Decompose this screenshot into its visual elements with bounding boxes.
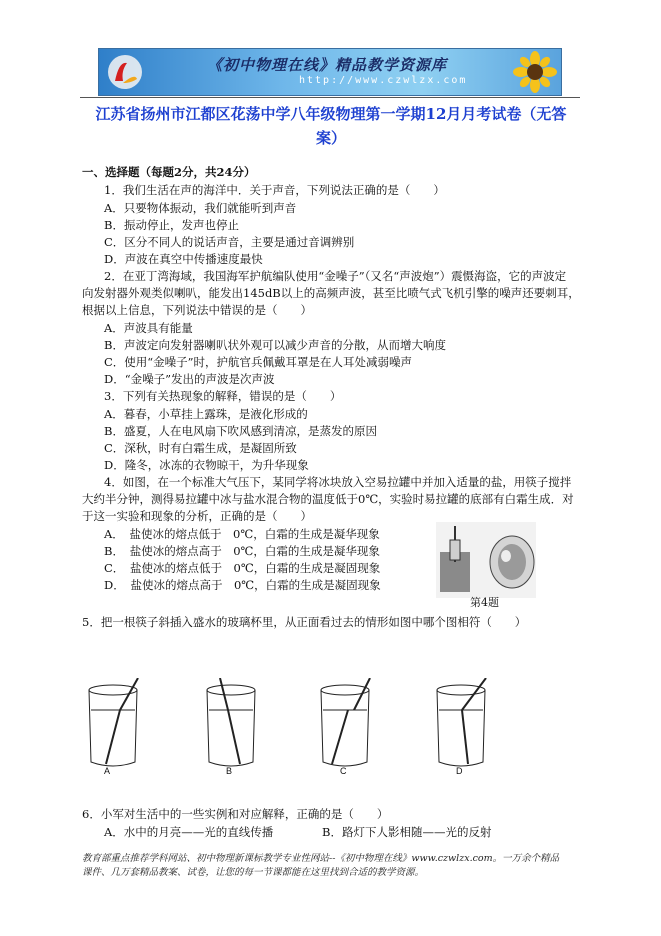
q5-cups-figure	[80, 678, 500, 778]
title-line-2: 案）	[315, 129, 346, 147]
footer-line-1: 教育部重点推荐学科网站、初中物理新课标教学专业性网站--《初中物理在线》www.czwlzx.com。一万余个精品	[82, 853, 560, 864]
q2-option-d: D．“金噪子”发出的声波是次声波	[104, 372, 275, 386]
q4-option-b: B． 盐使冰的熔点高于 0℃，白霜的生成是凝华现象	[104, 544, 380, 558]
q3-option-c: C．深秋，时有白霜生成，是凝固所致	[104, 441, 297, 455]
q3-option-a: A．暮春，小草挂上露珠，是液化形成的	[104, 407, 308, 421]
footer-line-2: 课件、几万套精品教案、试卷，让您的每一节课都能在这里找到合适的教学资源。	[82, 867, 425, 878]
q4-option-d: D． 盐使冰的熔点高于 0℃，白霜的生成是凝固现象	[104, 578, 381, 592]
q4-figure-caption: 第4题	[470, 596, 499, 609]
page-footer	[82, 852, 582, 880]
title-line-1: 江苏省扬州市江都区花荡中学八年级物理第一学期12月月考试卷（无答	[95, 105, 567, 123]
banner-slogan: 《初中物理在线》精品教学资源库	[207, 56, 448, 74]
logo-icon	[105, 53, 145, 91]
q1-option-c: C．区分不同人的说话声音，主要是通过音调辨别	[104, 235, 355, 249]
cup-b-figure	[198, 678, 268, 778]
q4-figure	[436, 522, 536, 598]
q1-option-a: A．只要物体振动，我们就能听到声音	[104, 201, 297, 215]
q2-option-b: B．声波定向发射器喇叭状外观可以减少声音的分散，从而增大响度	[104, 338, 446, 352]
q1-stem: 1．我们生活在声的海洋中．关于声音，下列说法正确的是（ ）	[104, 183, 445, 197]
section-heading: 一、选择题（每题2分，共24分）	[82, 165, 256, 179]
q2-stem-1: 2．在亚丁湾海域，我国海军护航编队使用“金噪子”（又名“声波炮”）震慑海盗，它的声波定	[104, 269, 567, 283]
q3-stem: 3．下列有关热现象的解释，错误的是（ ）	[104, 389, 342, 403]
cup-label-d: D	[456, 766, 463, 776]
q4-option-a: A． 盐使冰的熔点低于 0℃，白霜的生成是凝华现象	[104, 527, 380, 541]
sunflower-icon	[513, 51, 557, 93]
q6-option-b: B．路灯下人影相随——光的反射	[322, 825, 492, 839]
page-title	[76, 102, 586, 150]
banner-url[interactable]: http://www.czwlzx.com	[299, 75, 468, 86]
cup-label-b: B	[226, 766, 233, 776]
banner	[98, 48, 562, 96]
q4-stem-1: 4．如图，在一个标准大气压下，某同学将冰块放入空易拉罐中并加入适量的盐，用筷子搅拌	[104, 475, 572, 489]
q5-stem: 5．把一根筷子斜插入盛水的玻璃杯里，从正面看过去的情形如图中哪个图相符（ ）	[82, 615, 527, 629]
q3-option-b: B．盛夏，人在电风扇下吹风感到清凉，是蒸发的原因	[104, 424, 377, 438]
cup-label-a: A	[104, 766, 111, 776]
cup-label-c: C	[340, 766, 347, 776]
header-rule	[80, 97, 580, 98]
q6-stem: 6．小军对生活中的一些实例和对应解释，正确的是（ ）	[82, 807, 389, 821]
q1-option-b: B．振动停止，发声也停止	[104, 218, 239, 232]
q4-option-c: C． 盐使冰的熔点低于 0℃，白霜的生成是凝固现象	[104, 561, 381, 575]
cup-d-figure	[428, 678, 498, 778]
q1-option-d: D．声波在真空中传播速度最快	[104, 252, 263, 266]
q4-stem-2: 大约半分钟，测得易拉罐中冰与盐水混合物的温度低于0℃，实验时易拉罐的底部有白霜生成．对	[82, 492, 574, 506]
q2-stem-2: 向发射器外观类似喇叭，能发出145dB以上的高频声波，甚至比喷气式飞机引擎的噪声还要刺耳，	[82, 286, 580, 300]
q2-option-a: A．声波具有能量	[104, 321, 193, 335]
q2-option-c: C．使用“金噪子”时，护航官兵佩戴耳罩是在人耳处减弱噪声	[104, 355, 413, 369]
q4-stem-3: 于这一实验和现象的分析，正确的是（ ）	[82, 509, 312, 523]
q6-option-a: A．水中的月亮——光的直线传播	[104, 825, 274, 839]
q3-option-d: D．隆冬，冰冻的衣物晾干，为升华现象	[104, 458, 309, 472]
cup-c-figure	[312, 678, 382, 778]
q2-stem-3: 根据以上信息，下列说法中错误的是（ ）	[82, 303, 312, 317]
cup-a-figure	[80, 678, 150, 778]
